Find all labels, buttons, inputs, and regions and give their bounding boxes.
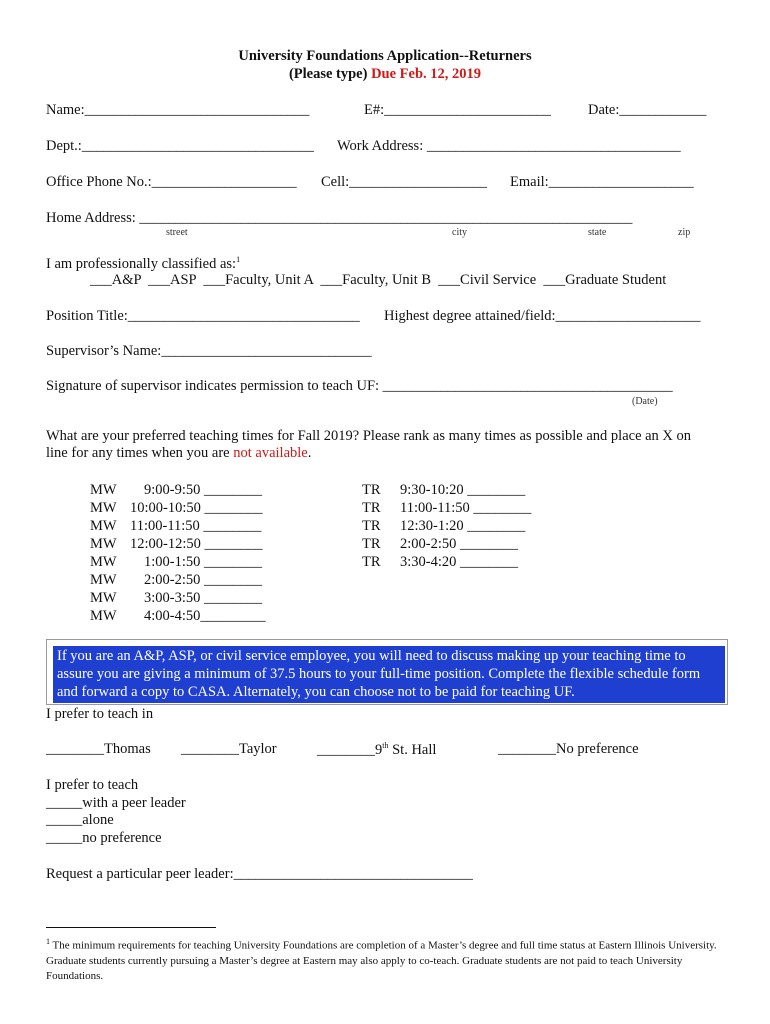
enumber-field[interactable]: E#:_______________________ <box>364 102 551 118</box>
time-slot-row[interactable] <box>90 607 290 625</box>
highest-degree-field[interactable]: Highest degree attained/field:____________________ <box>384 308 701 324</box>
dept-field[interactable]: Dept.:________________________________ <box>46 138 314 154</box>
street-label: street <box>166 227 188 238</box>
supervisor-name-field[interactable]: Supervisor’s Name:_____________________________ <box>46 343 372 359</box>
peer-leader-request-field[interactable]: Request a particular peer leader:_________________________________ <box>46 866 473 882</box>
footnote <box>46 934 721 984</box>
time-slot: 3:30-4:20 ________ <box>400 554 519 570</box>
signature-date-label: (Date) <box>632 396 658 407</box>
cell-field[interactable]: Cell:___________________ <box>321 174 487 190</box>
teach-alone[interactable]: _____alone <box>46 812 114 828</box>
state-label: state <box>588 227 607 238</box>
time-slot-row[interactable] <box>362 517 562 535</box>
tr-times-list <box>362 481 562 571</box>
zip-label: zip <box>678 227 691 238</box>
time-slot: 1:00-1:50 ________ <box>144 554 263 570</box>
name-field[interactable]: Name:_______________________________ <box>46 102 310 118</box>
teach-with-label: I prefer to teach <box>46 777 139 793</box>
time-slot: 4:00-4:50_________ <box>144 608 266 624</box>
time-slot: 3:00-3:50 ________ <box>144 590 263 606</box>
teach-no-preference[interactable]: _____no preference <box>46 830 162 846</box>
not-available-text: not available <box>233 445 308 461</box>
footnote-divider <box>46 927 216 928</box>
location-taylor[interactable]: ________Taylor <box>181 741 277 757</box>
mw-times-list <box>90 481 290 625</box>
time-slot: 11:00-11:50 ________ <box>130 518 262 534</box>
location-no-preference[interactable]: ________No preference <box>498 741 639 757</box>
day-label: MW <box>90 608 117 624</box>
notice-text: If you are an A&P, ASP, or civil service employee, you will need to discuss making up your teaching time to assure you are giving a minimum of 37.5 hours to your full-time position. Complete the flexible schedule form and forward a copy to CASA. Alternately, you can choose not to be paid for teaching UF. <box>53 646 725 703</box>
time-slot-row[interactable] <box>90 571 290 589</box>
time-slot-row[interactable] <box>362 535 562 553</box>
day-label: MW <box>90 572 117 588</box>
footnote-number: 1 <box>46 937 50 946</box>
classification-options[interactable]: ___A&P ___ASP ___Faculty, Unit A ___Faculty, Unit B ___Civil Service ___Graduate Student <box>90 272 667 288</box>
time-slot-row[interactable] <box>90 553 290 571</box>
office-phone-field[interactable]: Office Phone No.:____________________ <box>46 174 297 190</box>
time-slot: 2:00-2:50 ________ <box>144 572 263 588</box>
day-label: MW <box>90 590 117 606</box>
time-slot-row[interactable] <box>90 535 290 553</box>
day-label: MW <box>90 536 117 552</box>
time-slot: 9:30-10:20 ________ <box>400 482 526 498</box>
day-label: MW <box>90 518 117 534</box>
time-slot: 9:00-9:50 ________ <box>144 482 263 498</box>
form-subtitle <box>0 66 770 83</box>
day-label: MW <box>90 554 117 570</box>
time-slot: 12:00-12:50 ________ <box>130 536 263 552</box>
footnote-marker: 1 <box>236 255 241 264</box>
time-slot: 2:00-2:50 ________ <box>400 536 519 552</box>
please-type-note: (Please type) <box>288 66 372 82</box>
time-slot-row[interactable] <box>362 499 562 517</box>
times-question-suffix: . <box>307 445 312 461</box>
ninth-sup: th <box>382 741 389 750</box>
time-slot: 11:00-11:50 ________ <box>400 500 532 516</box>
due-date: Due Feb. 12, 2019 <box>371 66 482 82</box>
email-field[interactable]: Email:____________________ <box>510 174 694 190</box>
form-title: University Foundations Application--Returners <box>238 48 532 64</box>
day-label: TR <box>362 536 381 552</box>
date-field[interactable]: Date:____________ <box>588 102 707 118</box>
times-question-line1: What are your preferred teaching times for Fall 2019? Please rank as many times as possible and place an X on <box>46 428 692 444</box>
footnote-text: The minimum requirements for teaching University Foundations are completion of a Master’s degree and full time status at Eastern Illinois University. Graduate students currently pursuing a Master’s degree at Eastern may also apply to co-teach. Graduate students are not paid to teach University Foundations. <box>46 939 717 982</box>
day-label: TR <box>362 518 381 534</box>
time-slot-row[interactable] <box>90 499 290 517</box>
work-address-field[interactable]: Work Address: ___________________________________ <box>337 138 681 154</box>
time-slot: 12:30-1:20 ________ <box>400 518 526 534</box>
time-slot-row[interactable] <box>90 481 290 499</box>
ninth-prefix: ________9 <box>317 741 383 758</box>
location-ninth-st-hall[interactable] <box>317 741 436 759</box>
teach-with-peer-leader[interactable]: _____with a peer leader <box>46 795 186 811</box>
location-preference-label: I prefer to teach in <box>46 706 154 722</box>
time-slot-row[interactable] <box>362 553 562 571</box>
time-slot: 10:00-10:50 ________ <box>130 500 263 516</box>
location-thomas[interactable]: ________Thomas <box>46 741 151 757</box>
time-slot-row[interactable] <box>90 589 290 607</box>
day-label: TR <box>362 554 381 570</box>
times-question-line2 <box>46 445 311 462</box>
times-question-prefix: line for any times when you are <box>46 445 234 461</box>
city-label: city <box>452 227 467 238</box>
classification-label <box>46 255 240 273</box>
classification-text: I am professionally classified as: <box>46 255 237 272</box>
day-label: MW <box>90 500 117 516</box>
notice-box <box>46 639 728 705</box>
day-label: TR <box>362 482 381 498</box>
day-label: TR <box>362 500 381 516</box>
home-address-field[interactable]: Home Address: ____________________________________________________________________ <box>46 210 633 226</box>
time-slot-row[interactable] <box>90 517 290 535</box>
position-title-field[interactable]: Position Title:________________________________ <box>46 308 360 324</box>
ninth-suffix: St. Hall <box>388 741 437 758</box>
day-label: MW <box>90 482 117 498</box>
time-slot-row[interactable] <box>362 481 562 499</box>
supervisor-signature-field[interactable]: Signature of supervisor indicates permission to teach UF: ________________________________________ <box>46 378 673 394</box>
